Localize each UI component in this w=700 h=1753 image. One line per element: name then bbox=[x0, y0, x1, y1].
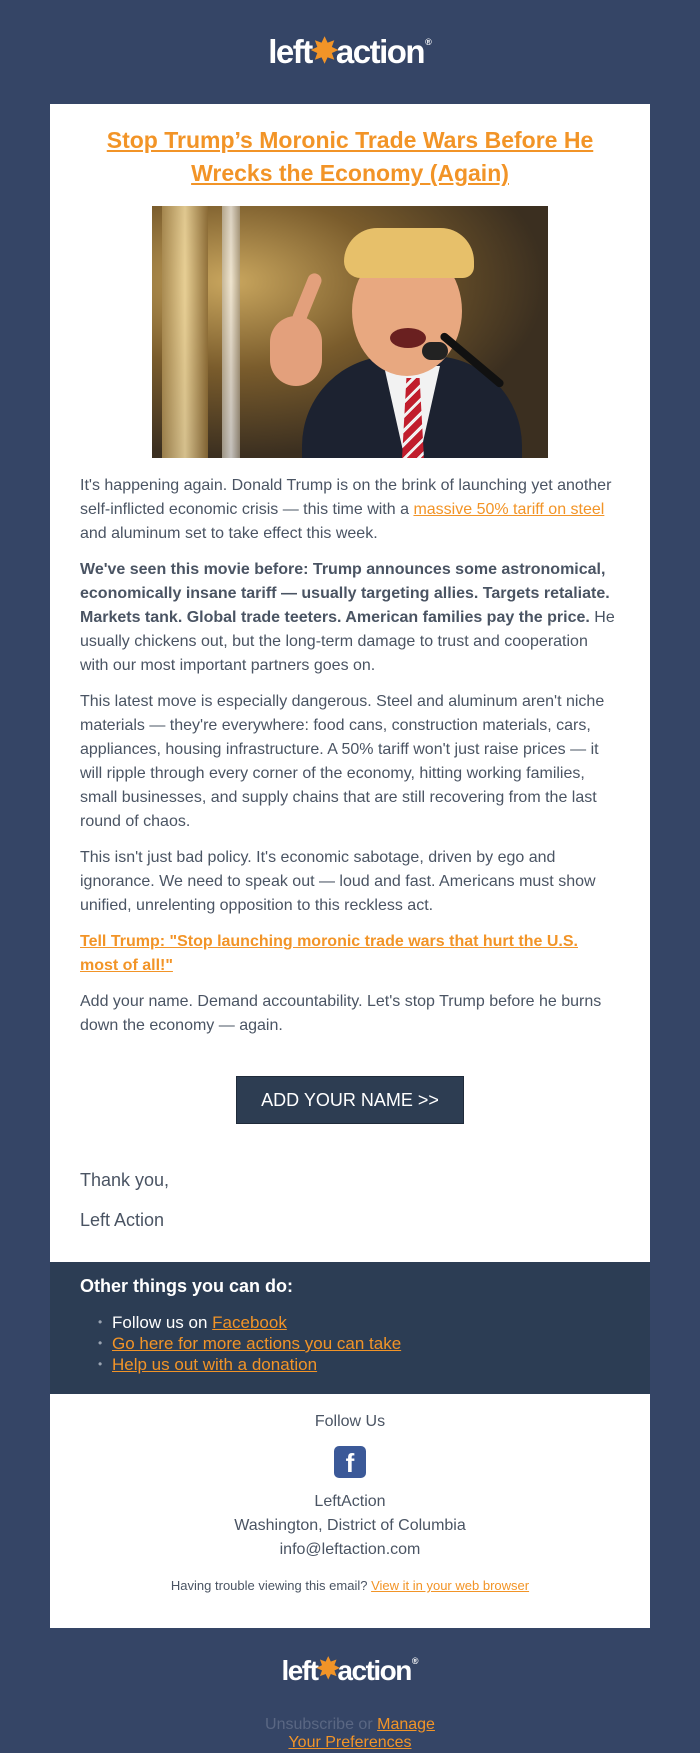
paragraph-2: We've seen this movie before: Trump announces some astronomical, economically insane tariff — usually targeting allies. Targets retaliate. Markets tank. Global trade teeters. American families pay the price. He usually chickens out, but the long-term damage to trust and cooperation with our most important partners goes on. bbox=[80, 561, 615, 674]
paragraph-2-bold: We've seen this movie before: Trump announces some astronomical, economically insane tariff — usually targeting allies. Targets retaliate. Markets tank. Global trade teeters. American families pay the price. bbox=[80, 561, 610, 626]
signoff-name: Left Action bbox=[80, 1210, 165, 1230]
logo-star-icon: ✸ bbox=[316, 1653, 339, 1684]
manage-preferences-link[interactable]: Manage Your Preferences bbox=[288, 1716, 435, 1751]
paragraph-5: Add your name. Demand accountability. Let's stop Trump before he burns down the economy — again. bbox=[80, 993, 602, 1034]
unsubscribe-link[interactable]: Unsubscribe bbox=[265, 1716, 354, 1733]
org-name: LeftAction bbox=[314, 1493, 386, 1510]
add-your-name-button[interactable]: ADD YOUR NAME >> bbox=[236, 1076, 464, 1124]
logo-text-left: left bbox=[268, 33, 312, 70]
facebook-icon[interactable]: f bbox=[334, 1446, 366, 1478]
other-actions-section bbox=[50, 1262, 650, 1394]
tell-trump-link[interactable]: Tell Trump: "Stop launching moronic trade wars that hurt the U.S. most of all!" bbox=[80, 933, 578, 974]
donation-link[interactable]: Help us out with a donation bbox=[112, 1355, 318, 1374]
footer-logo-wrap bbox=[0, 1654, 700, 1687]
unsubscribe-line: Unsubscribe or Manage Your Preferences bbox=[265, 1716, 435, 1751]
footer-card bbox=[50, 1394, 650, 1628]
signoff-thanks: Thank you, bbox=[80, 1170, 170, 1190]
headline-link[interactable]: Stop Trump’s Moronic Trade Wars Before He Wrecks the Economy (Again) bbox=[106, 127, 594, 186]
paragraph-4: This isn't just bad policy. It's economic sabotage, driven by ego and ignorance. We need to speak out — loud and fast. Americans must show unified, unrelenting opposition to this reckless act. bbox=[80, 849, 596, 914]
list-item: • Follow us on Facebook bbox=[80, 1312, 620, 1333]
leftaction-footer-logo[interactable]: left ✸ action ® bbox=[281, 1653, 419, 1686]
other-actions-list bbox=[80, 1312, 620, 1375]
org-email: info@leftaction.com bbox=[279, 1541, 421, 1558]
org-location: Washington, District of Columbia bbox=[234, 1517, 466, 1534]
other-actions-heading: Other things you can do: bbox=[80, 1276, 294, 1296]
view-in-browser-link[interactable]: View it in your web browser bbox=[371, 1578, 530, 1593]
trouble-viewing: Having trouble viewing this email? View it in your web browser bbox=[170, 1578, 530, 1593]
logo-registered-mark: ® bbox=[425, 37, 432, 47]
list-item bbox=[80, 1354, 620, 1375]
header bbox=[0, 0, 700, 104]
paragraph-3: This latest move is especially dangerous. Steel and aluminum aren't niche materials — they're everywhere: food cans, construction materials, cars, appliances, housing infrastructure. A 50% tariff won't just raise prices — it will ripple through every corner of the economy, hitting working families, small businesses, and supply chains that are still recovering from the last round of chaos. bbox=[80, 693, 605, 830]
logo-star-icon: ✸ bbox=[310, 31, 337, 69]
leftaction-logo[interactable] bbox=[268, 33, 431, 72]
list-item bbox=[80, 1333, 620, 1354]
main-content-card bbox=[50, 104, 650, 1262]
tariff-link[interactable]: massive 50% tariff on steel bbox=[413, 501, 605, 518]
follow-us-label: Follow Us bbox=[314, 1413, 386, 1430]
facebook-link[interactable]: Facebook bbox=[212, 1313, 287, 1332]
logo-text-right: action bbox=[335, 33, 425, 70]
paragraph-1: It's happening again. Donald Trump is on the brink of launching yet another self-inflicted economic crisis — this time with a massive 50% tariff on steel and aluminum set to take effect this week. bbox=[80, 477, 612, 542]
trump-photo[interactable] bbox=[152, 206, 548, 458]
more-actions-link[interactable]: Go here for more actions you can take bbox=[112, 1334, 402, 1353]
